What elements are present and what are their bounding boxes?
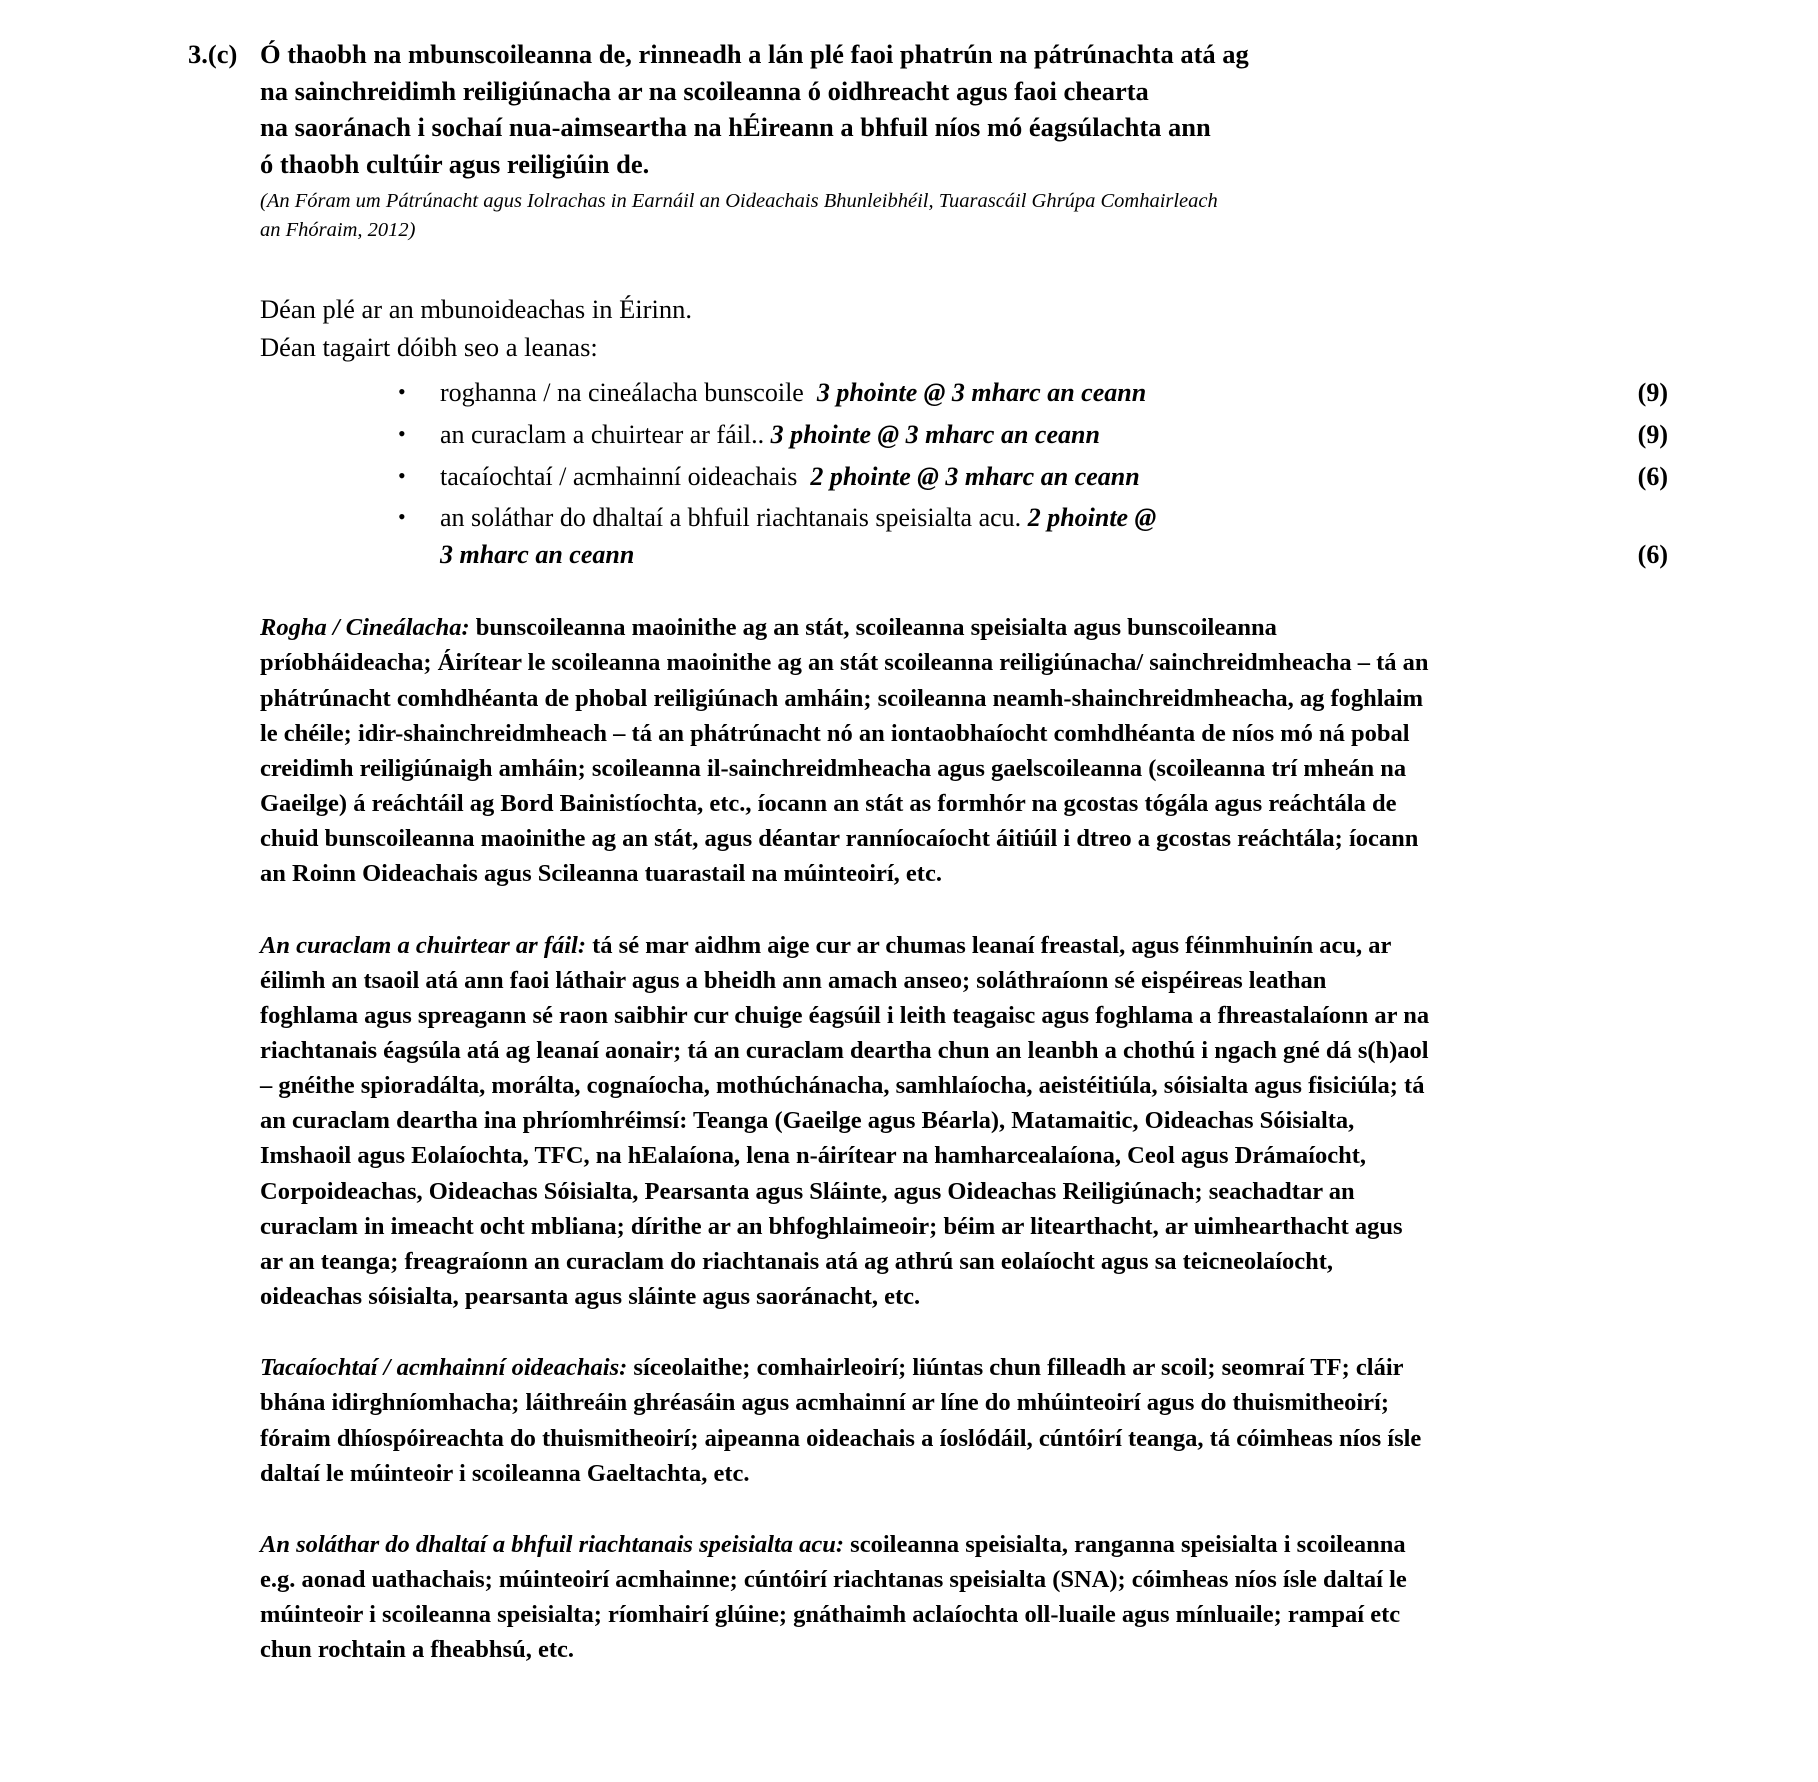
list-item-body [440, 417, 1560, 454]
source-citation [260, 187, 1360, 245]
list-item [188, 459, 1668, 496]
answer-label: Tacaíochtaí / acmhainní oideachais: [260, 1354, 628, 1382]
answer-paragraph-tacaiochtai [260, 1350, 1430, 1491]
bullet-icon: • [398, 378, 406, 404]
list-item-label: an curaclam a chuirtear ar fáil.. [440, 419, 765, 449]
list-item-label: roghanna / na cineálacha bunscoile [440, 377, 804, 407]
list-item-marks: (9) [1637, 419, 1668, 449]
list-item-marks: (6) [1637, 540, 1668, 570]
question-heading-line: na sainchreidimh reiligiúnacha ar na scoileanna ó oidhreacht agus faoi chearta [260, 75, 1149, 106]
question-heading-line: Ó thaobh na mbunscoileanna de, rinneadh a lán plé faoi phatrún na pátrúnachta atá ag [260, 39, 1249, 69]
question-heading-line: ó thaobh cultúir agus reiligiúin de. [260, 149, 650, 180]
answer-label: Rogha / Cineálacha: [260, 614, 470, 642]
list-item [188, 375, 1668, 412]
answer-section [260, 610, 1430, 1667]
answer-paragraph-rogha [260, 610, 1430, 891]
list-item-marks: (6) [1637, 461, 1668, 491]
answer-text: scoileanna speisialta, ranganna speisialta i scoileanna e.g. aonad uathachais; múinteoirí acmhainne; cúntóirí riachtanas speisialta (SNA); cóimheas níos ísle daltaí le múinteoir i scoileanna speisialta; ríomhairí glúine; gnáthaimh aclaíochta oll-luaile agus mínluaile; rampaí etc chun rochtain a fheabhsú, etc. [260, 1530, 1407, 1664]
question-heading-text [260, 36, 1435, 183]
bullet-icon: • [398, 420, 406, 446]
answer-text: bunscoileanna maoinithe ag an stát, scoileanna speisialta agus bunscoileanna príobháideacha; Áirítear le scoileanna maoinithe ag an stát scoileanna reiligiúnacha/ sainchreidmheacha – tá an phátrúnacht comhdhéanta de phobal reiligiúnach amháin; scoileanna neamh-shainchreidmheacha, ag foghlaim le chéile; idir-shainchreidmheach – tá an phátrúnacht nó an iontaobhaíocht comhdhéanta de níos mó ná pobal creidimh reiligiúnaigh amháin; scoileanna il-sainchreidmheacha agus gaelscoileanna (scoileanna trí mheán na Gaeilge) á reáchtáil ag Bord Bainistíochta, etc., íocann an stát as formhór na gcostas tógála agus reáchtála de chuid bunscoileanna maoinithe ag an stát, agus déantar ranníocaíocht áitiúil i dtreo a gcostas reáchtála; íocann an Roinn Oideachais agus Scileanna tuarastail na múinteoirí, etc. [260, 614, 1429, 888]
list-item-allocation: 2 phointe @ 3 mharc an ceann [810, 461, 1140, 491]
answer-text: síceolaithe; comhairleoirí; liúntas chun filleadh ar scoil; seomraí TF; cláir bhána idirghníomhacha; láithreáin ghréasáin agus acmhainní ar líne do mhúinteoirí agus do thuismitheoirí; fóraim dhíospóireachta do thuismitheoirí; aipeanna oideachais a íoslódáil, cúntóirí teanga, tá cóimheas níos ísle daltaí le múinteoir i scoileanna Gaeltachta, etc. [260, 1354, 1422, 1487]
list-item-body [440, 500, 1668, 574]
citation-line: (An Fóram um Pátrúnacht agus Iolrachas in Earnáil an Oideachais Bhunleibhéil, Tuarascáil Ghrúpa Comhairleach [260, 189, 1218, 212]
instruction-line-2: Déan tagairt dóibh seo a leanas: [260, 331, 598, 362]
question-heading-line: na saoránach i sochaí nua-aimseartha na hÉireann a bhfuil níos mó éagsúlachta ann [260, 112, 1211, 143]
list-item-allocation: 2 phointe @ [1027, 503, 1157, 533]
citation-line: an Fhóraim, 2012) [260, 218, 416, 241]
list-item [188, 500, 1668, 574]
answer-text: tá sé mar aidhm aige cur ar chumas leanaí freastal, agus féinmhuinín acu, ar éilimh an tsaoil atá ann faoi láthair agus a bheidh ann amach anseo; soláthraíonn sé eispéireas leathan foghlama agus spreagann sé raon saibhir cur chuige éagsúil i leith teagaisc agus foghlama a fhreastalaíonn ar na riachtanais éagsúla atá ag leanaí aonair; tá an curaclam deartha chun an leanbh a chothú i ngach gné dá s(h)aol – gnéithe spioradálta, morálta, cognaíocha, mothúchánacha, samhlaíocha, aeistéitiúla, sóisialta agus fisiciúla; tá an curaclam deartha ina phríomhréimsí: Teanga (Gaeilge agus Béarla), Matamaitic, Oideachas Sóisialta, Imshaoil agus Eolaíochta, TFC, na hEalaíona, lena n-áirítear na hamharcealaíona, Ceol agus Drámaíocht, Corpoideachas, Oideachas Sóisialta, Pearsanta agus Sláinte, agus Oideachas Reiligiúnach; seachadtar an curaclam in imeacht ocht mbliana; dírithe ar an bhfoghlaimeoir; béim ar litearthacht, ar uimhearthacht agus ar an teanga; freagraíonn an curaclam do riachtanais atá ag athrú san eolaíocht agus sa teicneolaíocht, oideachas sóisialta, pearsanta agus sláinte agus saoránacht, etc. [260, 931, 1430, 1311]
question-heading [188, 36, 1668, 183]
answer-paragraph-curaclam [260, 928, 1430, 1315]
list-item-body [440, 375, 1560, 412]
list-item-allocation-wrap: 3 mharc an ceann [440, 540, 635, 570]
answer-label: An soláthar do dhaltaí a bhfuil riachtanais speisialta acu: [260, 1530, 845, 1558]
instructions [260, 291, 1668, 367]
list-item [188, 417, 1668, 454]
instruction-line-1: Déan plé ar an mbunoideachas in Éirinn. [260, 293, 692, 324]
question-number: 3.(c) [188, 39, 238, 69]
list-item-allocation: 3 phointe @ 3 mharc an ceann [770, 419, 1100, 449]
answer-label: An curaclam a chuirtear ar fáil: [260, 931, 587, 959]
bullet-icon: • [398, 462, 406, 488]
list-item-allocation: 3 phointe @ 3 mharc an ceann [816, 377, 1147, 407]
list-item-marks: (9) [1637, 377, 1668, 407]
list-item-label: an soláthar do dhaltaí a bhfuil riachtanais speisialta acu. [440, 503, 1022, 533]
answer-paragraph-solathar [260, 1527, 1430, 1668]
list-item-label: tacaíochtaí / acmhainní oideachais [440, 461, 798, 491]
bullet-icon: • [398, 504, 406, 530]
list-item-body [440, 459, 1560, 496]
mark-allocation-list [188, 375, 1668, 575]
